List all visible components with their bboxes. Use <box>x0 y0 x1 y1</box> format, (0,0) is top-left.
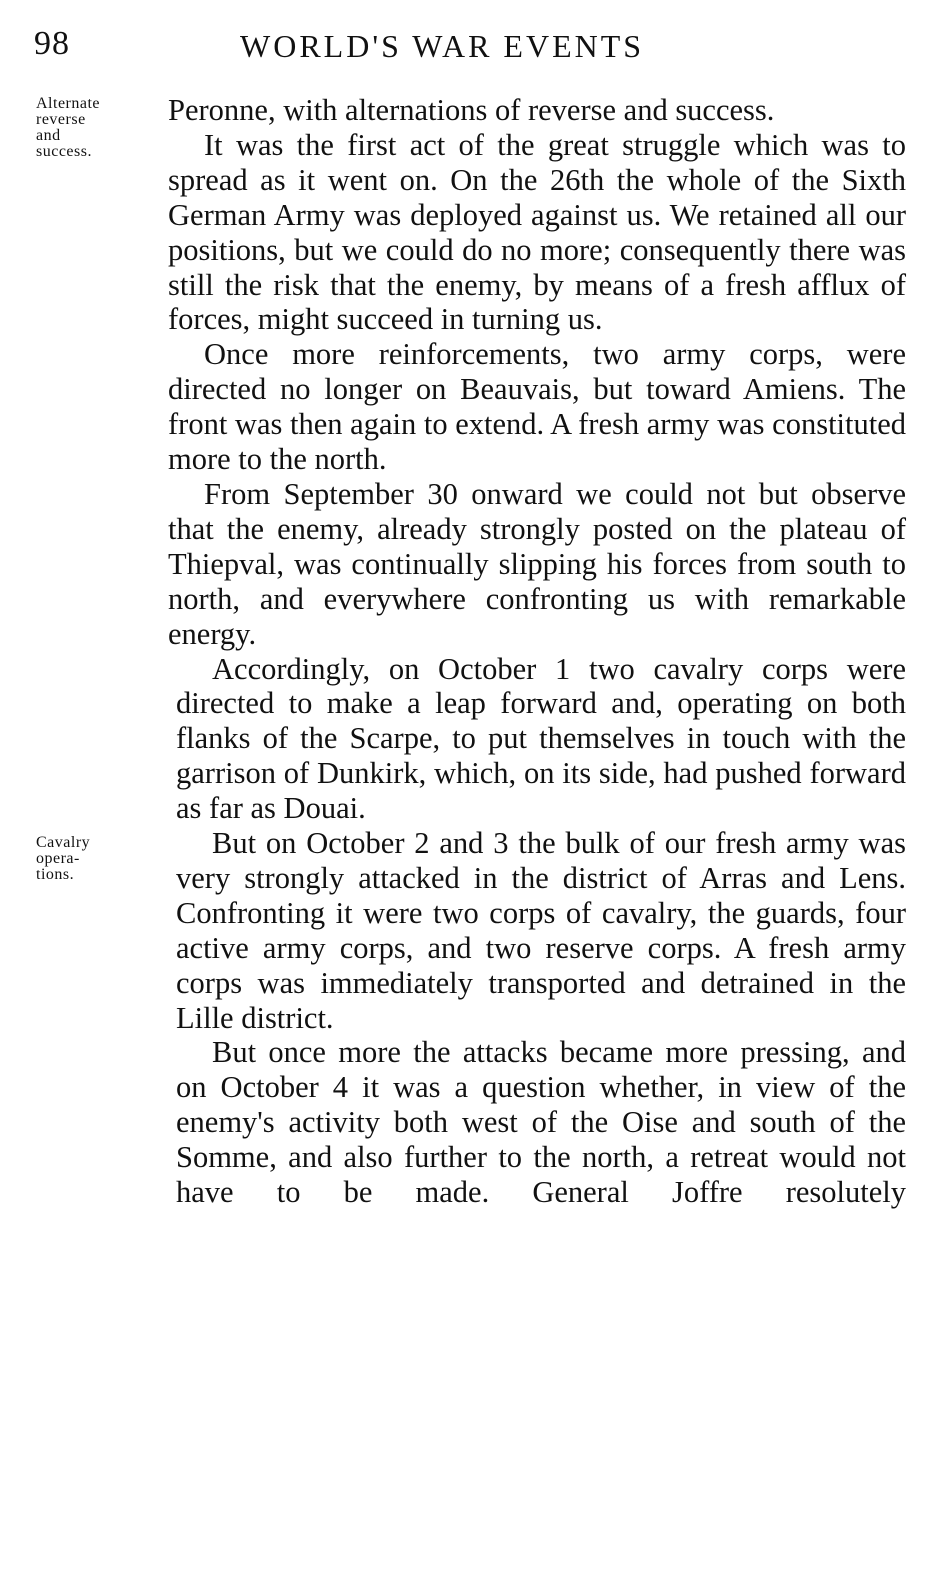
side-note-alternate-reverse <box>36 96 100 160</box>
side-note-cavalry-operations <box>36 835 90 883</box>
side-note-line: Cavalry <box>36 834 91 851</box>
side-note-line: Alternate <box>36 95 101 112</box>
side-note-line: reverse <box>36 111 86 128</box>
paragraph: Peronne, with alternations of reverse and success. <box>168 93 775 127</box>
side-note-line: opera- <box>36 850 80 867</box>
paragraph: But on October 2 and 3 the bulk of our fresh army was very strongly attacked in the district of Arras and Lens. Confronting it were two corps of cavalry, the guards, four active army corps, and two reserve corps. A fresh army corps was immediately transported and detrained in the Lille district. <box>176 826 906 1035</box>
side-note-line: and <box>36 127 61 144</box>
paragraph: It was the first act of the great struggle which was to spread as it went on. On the 26th the whole of the Sixth German Army was deployed against us. We retained all our positions, but we could do no more; consequently there was still the risk that the enemy, by means of a fresh afflux of forces, might succeed in turning us. <box>168 127 906 337</box>
paragraph: From September 30 onward we could not but observe that the enemy, already strongly posted on the plateau of Thiepval, was continually slipping his forces from south to north, and everywhere confronting us with remarkable energy. <box>168 476 906 651</box>
page-number: 98 <box>34 25 70 62</box>
body-text <box>168 93 906 1210</box>
paragraph: Accordingly, on October 1 two cavalry corps were directed to make a leap forward and, operating on both flanks of the Scarpe, to put themselves in touch with the garrison of Dunkirk, which, on its side, had pushed forward as far as Douai. <box>176 651 906 826</box>
paragraph: But once more the attacks became more pressing, and on October 4 it was a question whether, in view of the enemy's activity both west of the Oise and south of the Somme, and also further to the north, a retreat would not have to be made. General Joffre resolutely <box>176 1035 906 1210</box>
side-note-line: tions. <box>36 866 75 883</box>
running-title: WORLD'S WAR EVENTS <box>240 28 645 64</box>
paragraph: Once more reinforcements, two army corps, were directed no longer on Beauvais, but toward Amiens. The front was then again to extend. A fresh army was constituted more to the north. <box>168 337 906 477</box>
side-note-line: success. <box>36 143 92 160</box>
